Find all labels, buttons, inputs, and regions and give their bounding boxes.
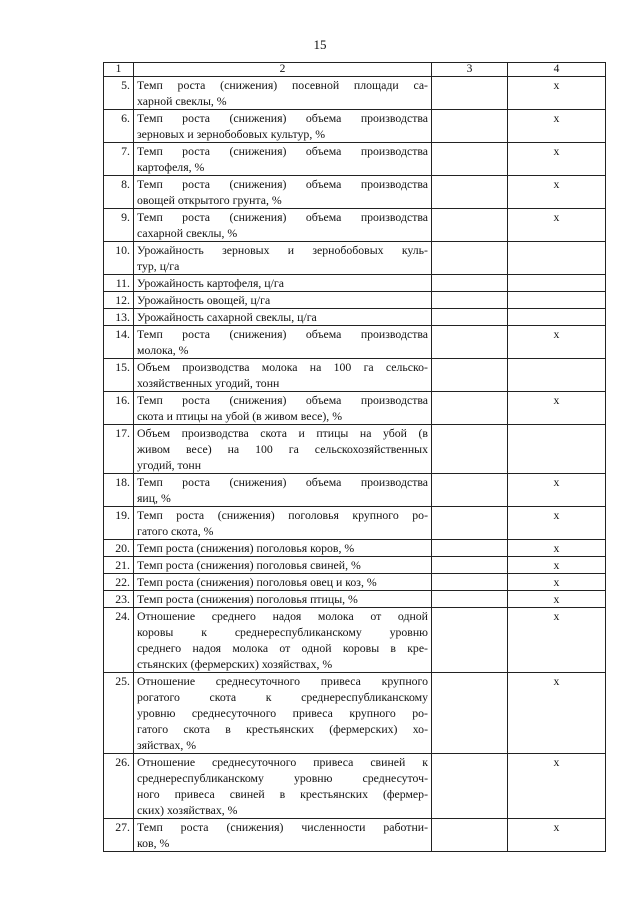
column-4-mark: x <box>508 557 606 574</box>
table-row <box>104 754 606 819</box>
row-number: 6. <box>104 110 134 143</box>
table-header-row <box>104 63 606 77</box>
indicator-text: Темп роста (снижения) объема производства молока, % <box>134 326 432 359</box>
table-body <box>104 77 606 852</box>
column-3-cell <box>432 309 508 326</box>
table-row <box>104 77 606 110</box>
column-4-mark: x <box>508 673 606 754</box>
column-4-mark: x <box>508 819 606 852</box>
column-3-cell <box>432 474 508 507</box>
column-3-cell <box>432 591 508 608</box>
column-4-mark: x <box>508 209 606 242</box>
column-3-cell <box>432 359 508 392</box>
column-3-cell <box>432 392 508 425</box>
row-number: 8. <box>104 176 134 209</box>
row-number: 11. <box>104 275 134 292</box>
column-3-cell <box>432 673 508 754</box>
row-number: 19. <box>104 507 134 540</box>
row-number: 22. <box>104 574 134 591</box>
column-3-cell <box>432 326 508 359</box>
column-header: 3 <box>432 63 508 77</box>
indicator-text: Темп роста (снижения) объема производства сахарной свеклы, % <box>134 209 432 242</box>
indicator-text: Отношение среднесуточного привеса крупного рогатого скота к среднереспубликанскому уровню среднесуточного привеса крупного ро- гатого скота в крестьянских (фермерских) хо- зяйствах, % <box>134 673 432 754</box>
indicator-text: Объем производства молока на 100 га сельско- хозяйственных угодий, тонн <box>134 359 432 392</box>
row-number: 5. <box>104 77 134 110</box>
column-3-cell <box>432 176 508 209</box>
column-header: 2 <box>134 63 432 77</box>
table-row <box>104 275 606 292</box>
column-4-mark: x <box>508 608 606 673</box>
indicator-text: Темп роста (снижения) посевной площади са- харной свеклы, % <box>134 77 432 110</box>
column-4-mark: x <box>508 754 606 819</box>
column-3-cell <box>432 608 508 673</box>
table-row <box>104 143 606 176</box>
table-row <box>104 110 606 143</box>
table-row <box>104 242 606 275</box>
column-3-cell <box>432 242 508 275</box>
row-number: 25. <box>104 673 134 754</box>
indicator-text: Темп роста (снижения) объема производства яиц, % <box>134 474 432 507</box>
column-4-mark: x <box>508 143 606 176</box>
column-4-mark: x <box>508 540 606 557</box>
indicator-text: Темп роста (снижения) объема производства овощей открытого грунта, % <box>134 176 432 209</box>
column-3-cell <box>432 110 508 143</box>
column-3-cell <box>432 574 508 591</box>
indicators-table <box>103 62 606 852</box>
row-number: 12. <box>104 292 134 309</box>
indicator-text: Темп роста (снижения) объема производства скота и птицы на убой (в живом весе), % <box>134 392 432 425</box>
column-4-mark <box>508 425 606 474</box>
column-3-cell <box>432 292 508 309</box>
column-4-mark: x <box>508 326 606 359</box>
row-number: 26. <box>104 754 134 819</box>
indicator-text: Темп роста (снижения) поголовья свиней, % <box>134 557 432 574</box>
column-4-mark: x <box>508 474 606 507</box>
indicator-text: Темп роста (снижения) поголовья крупного ро- гатого скота, % <box>134 507 432 540</box>
column-3-cell <box>432 754 508 819</box>
column-4-mark <box>508 292 606 309</box>
column-4-mark: x <box>508 507 606 540</box>
indicator-text: Темп роста (снижения) поголовья птицы, % <box>134 591 432 608</box>
column-4-mark <box>508 242 606 275</box>
column-header: 4 <box>508 63 606 77</box>
column-4-mark: x <box>508 176 606 209</box>
row-number: 17. <box>104 425 134 474</box>
table-row <box>104 819 606 852</box>
column-4-mark: x <box>508 591 606 608</box>
indicator-text: Темп роста (снижения) объема производства зерновых и зернобобовых культур, % <box>134 110 432 143</box>
column-4-mark <box>508 275 606 292</box>
table-row <box>104 474 606 507</box>
table-row <box>104 574 606 591</box>
table-row <box>104 209 606 242</box>
column-3-cell <box>432 425 508 474</box>
indicator-text: Объем производства скота и птицы на убой (в живом весе) на 100 га сельскохозяйственных угодий, тонн <box>134 425 432 474</box>
indicator-text: Отношение среднего надоя молока от одной коровы к среднереспубликанскому уровню среднего надоя молока от одной коровы в кре- стьянских (фермерских) хозяйствах, % <box>134 608 432 673</box>
table-row <box>104 507 606 540</box>
indicator-text: Темп роста (снижения) поголовья овец и коз, % <box>134 574 432 591</box>
table-row <box>104 176 606 209</box>
table-row <box>104 359 606 392</box>
row-number: 18. <box>104 474 134 507</box>
table-row <box>104 540 606 557</box>
row-number: 10. <box>104 242 134 275</box>
column-3-cell <box>432 540 508 557</box>
row-number: 9. <box>104 209 134 242</box>
column-3-cell <box>432 143 508 176</box>
column-3-cell <box>432 209 508 242</box>
row-number: 7. <box>104 143 134 176</box>
column-4-mark <box>508 359 606 392</box>
page-number: 15 <box>313 37 327 52</box>
column-4-mark: x <box>508 392 606 425</box>
column-3-cell <box>432 557 508 574</box>
row-number: 16. <box>104 392 134 425</box>
row-number: 13. <box>104 309 134 326</box>
row-number: 14. <box>104 326 134 359</box>
table-row <box>104 557 606 574</box>
row-number: 23. <box>104 591 134 608</box>
column-3-cell <box>432 507 508 540</box>
table-row <box>104 392 606 425</box>
indicator-text: Урожайность овощей, ц/га <box>134 292 432 309</box>
indicator-text: Урожайность зерновых и зернобобовых куль- тур, ц/га <box>134 242 432 275</box>
row-number: 15. <box>104 359 134 392</box>
row-number: 21. <box>104 557 134 574</box>
column-4-mark <box>508 309 606 326</box>
table-row <box>104 608 606 673</box>
table-row <box>104 326 606 359</box>
column-4-mark: x <box>508 77 606 110</box>
column-3-cell <box>432 275 508 292</box>
indicator-text: Урожайность картофеля, ц/га <box>134 275 432 292</box>
indicator-text: Темп роста (снижения) объема производства картофеля, % <box>134 143 432 176</box>
indicator-text: Урожайность сахарной свеклы, ц/га <box>134 309 432 326</box>
table-row <box>104 425 606 474</box>
indicator-text: Темп роста (снижения) численности работни- ков, % <box>134 819 432 852</box>
indicator-text: Отношение среднесуточного привеса свиней к среднереспубликанскому уровню среднесуточ- ного привеса свиней в крестьянских (фермер- ских) хозяйствах, % <box>134 754 432 819</box>
column-3-cell <box>432 819 508 852</box>
row-number: 20. <box>104 540 134 557</box>
table-row <box>104 591 606 608</box>
indicator-text: Темп роста (снижения) поголовья коров, % <box>134 540 432 557</box>
table-row <box>104 673 606 754</box>
column-4-mark: x <box>508 110 606 143</box>
column-4-mark: x <box>508 574 606 591</box>
column-3-cell <box>432 77 508 110</box>
column-header: 1 <box>104 63 134 77</box>
row-number: 24. <box>104 608 134 673</box>
table-row <box>104 309 606 326</box>
table-row <box>104 292 606 309</box>
row-number: 27. <box>104 819 134 852</box>
